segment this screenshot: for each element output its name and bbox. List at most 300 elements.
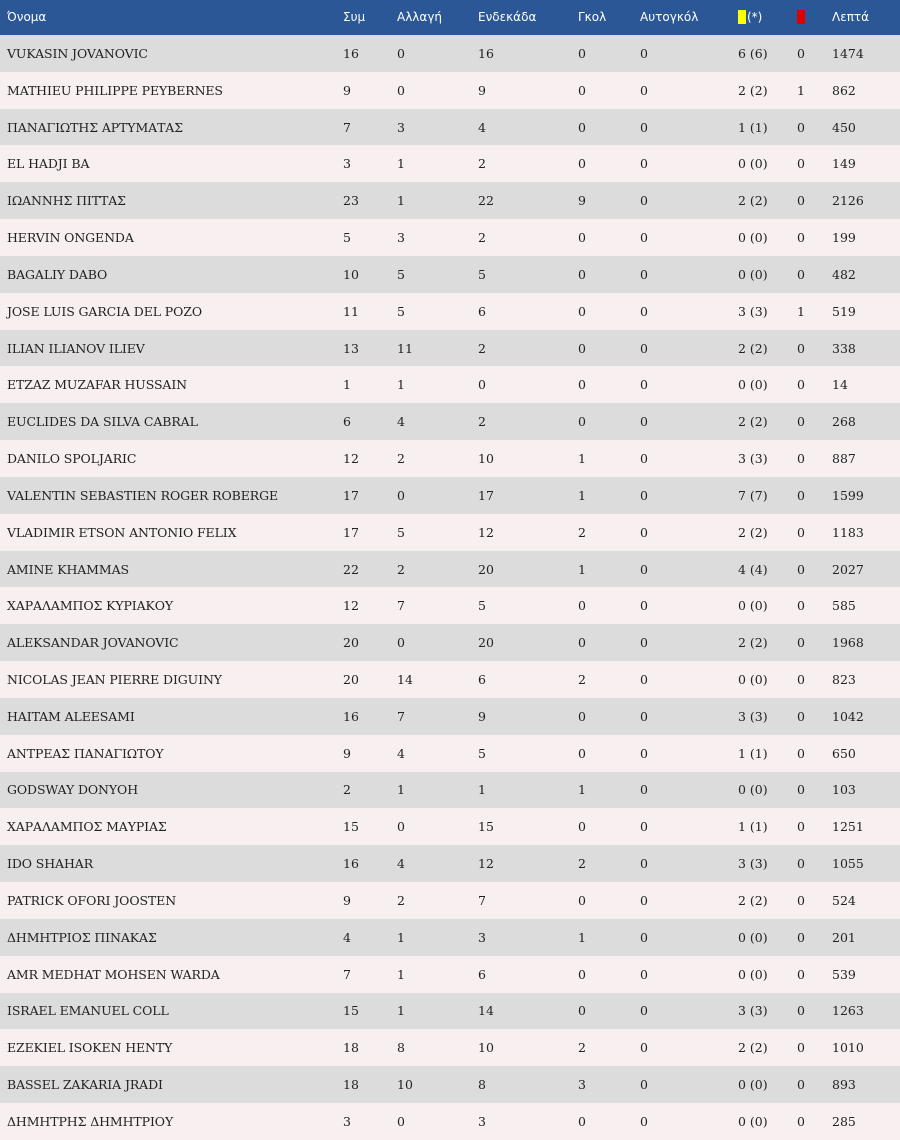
own-goals-cell: 0: [640, 266, 648, 282]
goals-cell: 0: [578, 230, 586, 246]
table-row: [0, 366, 900, 403]
table-row: [0, 882, 900, 919]
substitutions-cell: 1: [397, 377, 405, 393]
own-goals-cell: 0: [640, 451, 648, 467]
table-row: [0, 514, 900, 551]
goals-cell: 0: [578, 635, 586, 651]
red-cards-cell: 0: [797, 414, 805, 430]
appearances-cell: 17: [343, 524, 359, 540]
appearances-cell: 16: [343, 45, 359, 61]
goals-cell: 0: [578, 377, 586, 393]
starting-cell: 16: [478, 45, 494, 61]
appearances-cell: 6: [343, 414, 351, 430]
red-cards-cell: 0: [797, 193, 805, 209]
appearances-cell: 7: [343, 966, 351, 982]
minutes-cell: 539: [832, 966, 856, 982]
goals-cell: 9: [578, 193, 586, 209]
substitutions-cell: 5: [397, 524, 405, 540]
red-cards-cell: 0: [797, 1040, 805, 1056]
appearances-cell: 15: [343, 819, 359, 835]
yellow-cards-cell: 7 (7): [738, 487, 768, 503]
table-row: [0, 993, 900, 1030]
yellow-cards-cell: 0 (0): [738, 230, 768, 246]
appearances-cell: 12: [343, 451, 359, 467]
own-goals-cell: 0: [640, 929, 648, 945]
substitutions-cell: 0: [397, 45, 405, 61]
minutes-cell: 201: [832, 929, 856, 945]
substitutions-cell: 3: [397, 230, 405, 246]
own-goals-cell: 0: [640, 377, 648, 393]
substitutions-cell: 1: [397, 929, 405, 945]
yellow-cards-cell: 0 (0): [738, 966, 768, 982]
minutes-cell: 1183: [832, 524, 864, 540]
own-goals-cell: 0: [640, 1040, 648, 1056]
player-name[interactable]: ΧΑΡΑΛΑΜΠΟΣ ΚΥΡΙΑΚΟΥ: [7, 598, 174, 614]
own-goals-cell: 0: [640, 193, 648, 209]
player-name[interactable]: AMINE KHAMMAS: [7, 561, 129, 577]
appearances-cell: 9: [343, 82, 351, 98]
red-cards-cell: 0: [797, 524, 805, 540]
starting-cell: 22: [478, 193, 494, 209]
appearances-cell: 7: [343, 119, 351, 135]
minutes-cell: 14: [832, 377, 848, 393]
starting-cell: 15: [478, 819, 494, 835]
goals-cell: 2: [578, 671, 586, 687]
yellow-cards-cell: 1 (1): [738, 745, 768, 761]
starting-cell: 20: [478, 561, 494, 577]
player-name[interactable]: JOSE LUIS GARCIA DEL POZO: [7, 303, 202, 319]
table-row: [0, 772, 900, 809]
minutes-cell: 1042: [832, 708, 864, 724]
yellow-cards-cell: 4 (4): [738, 561, 768, 577]
appearances-cell: 16: [343, 708, 359, 724]
appearances-cell: 22: [343, 561, 359, 577]
substitutions-cell: 1: [397, 782, 405, 798]
player-name[interactable]: ΠΑΝΑΓΙΩΤΗΣ ΑΡΤΥΜΑΤΑΣ: [7, 119, 183, 135]
appearances-cell: 20: [343, 635, 359, 651]
goals-cell: 0: [578, 414, 586, 430]
header-appearances[interactable]: Συμ: [343, 9, 366, 24]
goals-cell: 1: [578, 782, 586, 798]
own-goals-cell: 0: [640, 524, 648, 540]
header-starting[interactable]: Ενδεκάδα: [478, 9, 537, 24]
starting-cell: 17: [478, 487, 494, 503]
starting-cell: 12: [478, 856, 494, 872]
table-row: [0, 1029, 900, 1066]
appearances-cell: 10: [343, 266, 359, 282]
minutes-cell: 1055: [832, 856, 864, 872]
substitutions-cell: 0: [397, 1113, 405, 1129]
appearances-cell: 18: [343, 1077, 359, 1093]
own-goals-cell: 0: [640, 414, 648, 430]
yellow-card-icon: [738, 10, 746, 24]
red-cards-cell: 0: [797, 892, 805, 908]
yellow-cards-cell: 2 (2): [738, 82, 768, 98]
substitutions-cell: 1: [397, 156, 405, 172]
yellow-cards-cell: 2 (2): [738, 892, 768, 908]
minutes-cell: 1599: [832, 487, 864, 503]
own-goals-cell: 0: [640, 303, 648, 319]
minutes-cell: 585: [832, 598, 856, 614]
red-cards-cell: 0: [797, 671, 805, 687]
table-row: [0, 440, 900, 477]
starting-cell: 8: [478, 1077, 486, 1093]
yellow-cards-cell: 2 (2): [738, 635, 768, 651]
minutes-cell: 1474: [832, 45, 864, 61]
substitutions-cell: 1: [397, 966, 405, 982]
player-name[interactable]: ΧΑΡΑΛΑΜΠΟΣ ΜΑΥΡΙΑΣ: [7, 819, 167, 835]
substitutions-cell: 7: [397, 598, 405, 614]
player-name[interactable]: VALENTIN SEBASTIEN ROGER ROBERGE: [7, 487, 278, 503]
own-goals-cell: 0: [640, 892, 648, 908]
substitutions-cell: 1: [397, 1003, 405, 1019]
substitutions-cell: 11: [397, 340, 413, 356]
table-row: [0, 72, 900, 109]
starting-cell: 10: [478, 1040, 494, 1056]
header-substitutions[interactable]: Αλλαγή: [397, 9, 443, 24]
red-cards-cell: 0: [797, 1003, 805, 1019]
own-goals-cell: 0: [640, 598, 648, 614]
minutes-cell: 1251: [832, 819, 864, 835]
table-row: [0, 35, 900, 72]
table-row: [0, 808, 900, 845]
starting-cell: 3: [478, 1113, 486, 1129]
appearances-cell: 11: [343, 303, 359, 319]
yellow-cards-cell: 2 (2): [738, 340, 768, 356]
goals-cell: 1: [578, 487, 586, 503]
table-row: [0, 109, 900, 146]
yellow-cards-cell: 6 (6): [738, 45, 768, 61]
minutes-cell: 823: [832, 671, 856, 687]
yellow-cards-cell: 2 (2): [738, 1040, 768, 1056]
goals-cell: 0: [578, 156, 586, 172]
minutes-cell: 519: [832, 303, 856, 319]
red-cards-cell: 0: [797, 561, 805, 577]
yellow-cards-cell: 0 (0): [738, 156, 768, 172]
table-row: [0, 1103, 900, 1140]
substitutions-cell: 7: [397, 708, 405, 724]
starting-cell: 6: [478, 671, 486, 687]
own-goals-cell: 0: [640, 230, 648, 246]
goals-cell: 2: [578, 524, 586, 540]
own-goals-cell: 0: [640, 45, 648, 61]
starting-cell: 6: [478, 303, 486, 319]
red-cards-cell: 0: [797, 451, 805, 467]
table-row: [0, 182, 900, 219]
red-cards-cell: 0: [797, 708, 805, 724]
yellow-cards-cell: 3 (3): [738, 303, 768, 319]
header-minutes[interactable]: Λεπτά: [832, 9, 870, 24]
goals-cell: 1: [578, 451, 586, 467]
table-row: [0, 956, 900, 993]
goals-cell: 2: [578, 856, 586, 872]
minutes-cell: 285: [832, 1113, 856, 1129]
red-cards-cell: 0: [797, 929, 805, 945]
player-name[interactable]: VUKASIN JOVANOVIC: [7, 45, 148, 61]
goals-cell: 0: [578, 340, 586, 356]
own-goals-cell: 0: [640, 966, 648, 982]
red-cards-cell: 0: [797, 782, 805, 798]
substitutions-cell: 0: [397, 635, 405, 651]
appearances-cell: 3: [343, 156, 351, 172]
player-name[interactable]: EL HADJI BA: [7, 156, 90, 172]
header-goals[interactable]: Γκολ: [578, 9, 607, 24]
goals-cell: 0: [578, 303, 586, 319]
player-name[interactable]: ΔΗΜΗΤΡΙΟΣ ΠΙΝΑΚΑΣ: [7, 929, 157, 945]
table-row: [0, 293, 900, 330]
header-yellow-cards[interactable]: [738, 0, 797, 35]
substitutions-cell: 0: [397, 819, 405, 835]
yellow-cards-cell: 0 (0): [738, 782, 768, 798]
yellow-cards-cell: 2 (2): [738, 414, 768, 430]
red-card-icon: [797, 10, 805, 24]
goals-cell: 2: [578, 1040, 586, 1056]
red-cards-cell: 0: [797, 1077, 805, 1093]
starting-cell: 12: [478, 524, 494, 540]
table-row: [0, 145, 900, 182]
player-name[interactable]: ETZAZ MUZAFAR HUSSAIN: [7, 377, 188, 393]
player-name[interactable]: HAITAM ALEESAMI: [7, 708, 135, 724]
minutes-cell: 893: [832, 1077, 856, 1093]
substitutions-cell: 8: [397, 1040, 405, 1056]
red-cards-cell: 0: [797, 487, 805, 503]
player-name[interactable]: ΑΝΤΡΕΑΣ ΠΑΝΑΓΙΩΤΟΥ: [7, 745, 164, 761]
own-goals-cell: 0: [640, 708, 648, 724]
starting-cell: 0: [478, 377, 486, 393]
substitutions-cell: 2: [397, 892, 405, 908]
starting-cell: 5: [478, 598, 486, 614]
goals-cell: 0: [578, 966, 586, 982]
own-goals-cell: 0: [640, 82, 648, 98]
appearances-cell: 5: [343, 230, 351, 246]
player-name[interactable]: ΙΩΑΝΝΗΣ ΠΙΤΤΑΣ: [7, 193, 126, 209]
table-row: [0, 698, 900, 735]
player-name[interactable]: BASSEL ZAKARIA JRADI: [7, 1077, 163, 1093]
table-row: [0, 735, 900, 772]
minutes-cell: 2126: [832, 193, 864, 209]
goals-cell: 0: [578, 892, 586, 908]
player-name[interactable]: AMR MEDHAT MOHSEN WARDA: [7, 966, 220, 982]
yellow-cards-cell: 0 (0): [738, 929, 768, 945]
minutes-cell: 650: [832, 745, 856, 761]
player-name[interactable]: IDO SHAHAR: [7, 856, 94, 872]
table-row: [0, 661, 900, 698]
red-cards-cell: 1: [797, 82, 805, 98]
starting-cell: 2: [478, 230, 486, 246]
minutes-cell: 482: [832, 266, 856, 282]
starting-cell: 4: [478, 119, 486, 135]
starting-cell: 5: [478, 745, 486, 761]
goals-cell: 0: [578, 1003, 586, 1019]
yellow-header-label: (*): [747, 9, 763, 24]
red-cards-cell: 0: [797, 45, 805, 61]
own-goals-cell: 0: [640, 561, 648, 577]
substitutions-cell: 4: [397, 414, 405, 430]
substitutions-cell: 5: [397, 303, 405, 319]
minutes-cell: 450: [832, 119, 856, 135]
table-row: [0, 256, 900, 293]
minutes-cell: 887: [832, 451, 856, 467]
goals-cell: 0: [578, 119, 586, 135]
minutes-cell: 149: [832, 156, 856, 172]
player-name[interactable]: ILIAN ILIANOV ILIEV: [7, 340, 145, 356]
goals-cell: 0: [578, 745, 586, 761]
own-goals-cell: 0: [640, 1113, 648, 1129]
goals-cell: 0: [578, 708, 586, 724]
yellow-cards-cell: 3 (3): [738, 1003, 768, 1019]
substitutions-cell: 4: [397, 856, 405, 872]
player-name[interactable]: DANILO SPOLJARIC: [7, 451, 137, 467]
appearances-cell: 17: [343, 487, 359, 503]
yellow-cards-cell: 1 (1): [738, 119, 768, 135]
table-row: [0, 919, 900, 956]
goals-cell: 0: [578, 82, 586, 98]
goals-cell: 1: [578, 929, 586, 945]
substitutions-cell: 1: [397, 193, 405, 209]
appearances-cell: 9: [343, 745, 351, 761]
goals-cell: 0: [578, 819, 586, 835]
own-goals-cell: 0: [640, 856, 648, 872]
red-cards-cell: 0: [797, 340, 805, 356]
player-name[interactable]: GODSWAY DONYOH: [7, 782, 138, 798]
substitutions-cell: 14: [397, 671, 413, 687]
player-name[interactable]: BAGALIY DABO: [7, 266, 108, 282]
goals-cell: 0: [578, 266, 586, 282]
goals-cell: 1: [578, 561, 586, 577]
table-row: [0, 587, 900, 624]
appearances-cell: 4: [343, 929, 351, 945]
starting-cell: 2: [478, 340, 486, 356]
red-cards-cell: 0: [797, 377, 805, 393]
substitutions-cell: 4: [397, 745, 405, 761]
yellow-cards-cell: 0 (0): [738, 266, 768, 282]
player-name[interactable]: ALEKSANDAR JOVANOVIC: [7, 635, 179, 651]
minutes-cell: 199: [832, 230, 856, 246]
table-row: [0, 845, 900, 882]
yellow-cards-cell: 3 (3): [738, 451, 768, 467]
table-row: [0, 1066, 900, 1103]
player-name[interactable]: ΔΗΜΗΤΡΗΣ ΔΗΜΗΤΡΙΟΥ: [7, 1113, 174, 1129]
yellow-cards-cell: 0 (0): [738, 671, 768, 687]
yellow-cards-cell: 3 (3): [738, 856, 768, 872]
minutes-cell: 338: [832, 340, 856, 356]
substitutions-cell: 5: [397, 266, 405, 282]
red-cards-cell: 1: [797, 303, 805, 319]
minutes-cell: 1010: [832, 1040, 864, 1056]
minutes-cell: 1968: [832, 635, 864, 651]
starting-cell: 2: [478, 414, 486, 430]
own-goals-cell: 0: [640, 119, 648, 135]
starting-cell: 1: [478, 782, 486, 798]
own-goals-cell: 0: [640, 819, 648, 835]
header-own-goals[interactable]: Αυτογκόλ: [640, 9, 699, 24]
player-name[interactable]: EUCLIDES DA SILVA CABRAL: [7, 414, 198, 430]
yellow-cards-cell: 0 (0): [738, 598, 768, 614]
red-cards-cell: 0: [797, 266, 805, 282]
red-cards-cell: 0: [797, 745, 805, 761]
minutes-cell: 2027: [832, 561, 864, 577]
goals-cell: 0: [578, 45, 586, 61]
starting-cell: 5: [478, 266, 486, 282]
player-name[interactable]: VLADIMIR ETSON ANTONIO FELIX: [7, 524, 237, 540]
player-name[interactable]: MATHIEU PHILIPPE PEYBERNES: [7, 82, 223, 98]
yellow-cards-cell: 1 (1): [738, 819, 768, 835]
table-row: [0, 403, 900, 440]
appearances-cell: 1: [343, 377, 351, 393]
red-cards-cell: 0: [797, 1113, 805, 1129]
player-name[interactable]: PATRICK OFORI JOOSTEN: [7, 892, 177, 908]
header-name[interactable]: Όνομα: [7, 9, 47, 24]
starting-cell: 10: [478, 451, 494, 467]
red-cards-cell: 0: [797, 598, 805, 614]
red-cards-cell: 0: [797, 119, 805, 135]
appearances-cell: 15: [343, 1003, 359, 1019]
starting-cell: 9: [478, 708, 486, 724]
player-name[interactable]: EZEKIEL ISOKEN HENTY: [7, 1040, 173, 1056]
own-goals-cell: 0: [640, 782, 648, 798]
appearances-cell: 12: [343, 598, 359, 614]
own-goals-cell: 0: [640, 340, 648, 356]
table-row: [0, 219, 900, 256]
appearances-cell: 13: [343, 340, 359, 356]
table-header-row: [0, 0, 900, 35]
red-cards-cell: 0: [797, 819, 805, 835]
minutes-cell: 103: [832, 782, 856, 798]
player-name[interactable]: NICOLAS JEAN PIERRE DIGUINY: [7, 671, 222, 687]
substitutions-cell: 3: [397, 119, 405, 135]
minutes-cell: 862: [832, 82, 856, 98]
own-goals-cell: 0: [640, 671, 648, 687]
own-goals-cell: 0: [640, 1077, 648, 1093]
header-red-cards[interactable]: [797, 0, 832, 35]
own-goals-cell: 0: [640, 635, 648, 651]
appearances-cell: 3: [343, 1113, 351, 1129]
starting-cell: 14: [478, 1003, 494, 1019]
goals-cell: 0: [578, 1113, 586, 1129]
red-cards-cell: 0: [797, 230, 805, 246]
appearances-cell: 16: [343, 856, 359, 872]
goals-cell: 0: [578, 598, 586, 614]
appearances-cell: 9: [343, 892, 351, 908]
appearances-cell: 18: [343, 1040, 359, 1056]
appearances-cell: 23: [343, 193, 359, 209]
table-row: [0, 330, 900, 367]
yellow-cards-cell: 0 (0): [738, 377, 768, 393]
own-goals-cell: 0: [640, 156, 648, 172]
yellow-cards-cell: 0 (0): [738, 1113, 768, 1129]
substitutions-cell: 2: [397, 561, 405, 577]
red-cards-cell: 0: [797, 856, 805, 872]
table-row: [0, 624, 900, 661]
starting-cell: 20: [478, 635, 494, 651]
own-goals-cell: 0: [640, 745, 648, 761]
appearances-cell: 2: [343, 782, 351, 798]
player-name[interactable]: ISRAEL EMANUEL COLL: [7, 1003, 169, 1019]
starting-cell: 3: [478, 929, 486, 945]
table-row: [0, 551, 900, 588]
yellow-cards-cell: 0 (0): [738, 1077, 768, 1093]
appearances-cell: 20: [343, 671, 359, 687]
minutes-cell: 1263: [832, 1003, 864, 1019]
minutes-cell: 524: [832, 892, 856, 908]
substitutions-cell: 10: [397, 1077, 413, 1093]
starting-cell: 7: [478, 892, 486, 908]
red-cards-cell: 0: [797, 156, 805, 172]
player-name[interactable]: HERVIN ONGENDA: [7, 230, 134, 246]
substitutions-cell: 0: [397, 487, 405, 503]
substitutions-cell: 0: [397, 82, 405, 98]
own-goals-cell: 0: [640, 1003, 648, 1019]
